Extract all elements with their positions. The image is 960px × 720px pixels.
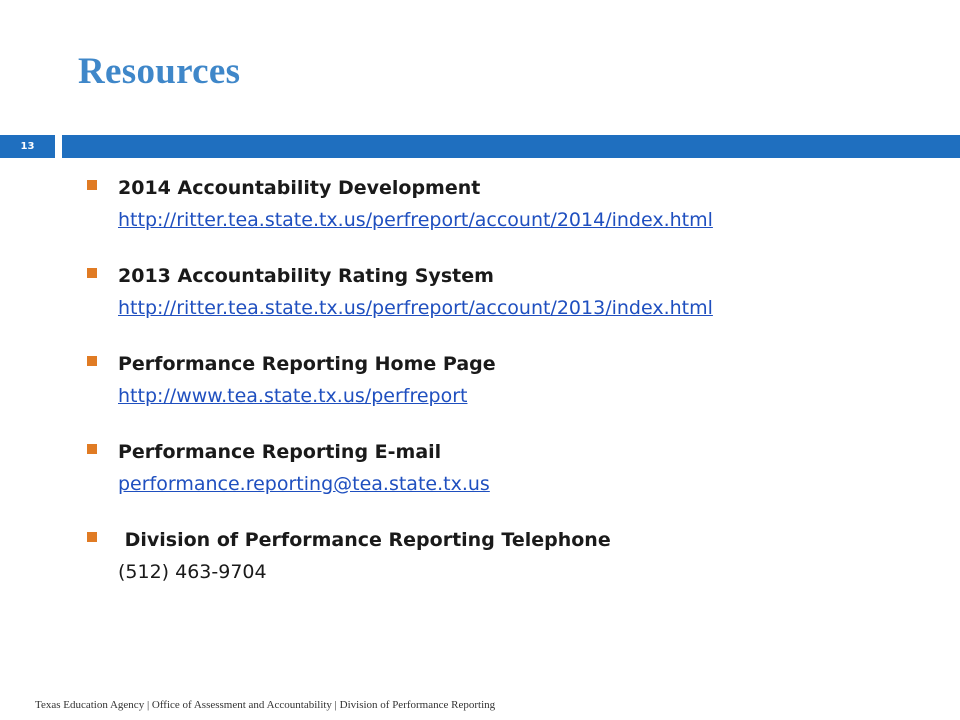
resource-title: 2013 Accountability Rating System [118,265,494,287]
resource-title: 2014 Accountability Development [118,177,481,199]
resource-link[interactable]: http://ritter.tea.state.tx.us/perfreport/account/2013/index.html [118,297,713,319]
resource-link[interactable]: http://ritter.tea.state.tx.us/perfreport/account/2014/index.html [118,209,713,231]
resource-link[interactable]: http://www.tea.state.tx.us/perfreport [118,385,468,407]
resource-title: Performance Reporting Home Page [118,353,496,375]
slide-number: 13 [0,135,55,158]
square-bullet-icon [87,444,97,454]
square-bullet-icon [87,180,97,190]
slide-footer: Texas Education Agency | Office of Assessment and Accountability | Division of Performance Reporting [35,699,496,711]
square-bullet-icon [87,532,97,542]
square-bullet-icon [87,356,97,366]
slide-title: Resources [78,51,241,92]
resource-title: Division of Performance Reporting Telephone [118,529,611,551]
email-link[interactable]: performance.reporting@tea.state.tx.us [118,473,490,495]
square-bullet-icon [87,268,97,278]
header-bar [62,135,960,158]
resource-title: Performance Reporting E-mail [118,441,442,463]
telephone-number: (512) 463-9704 [118,561,267,583]
